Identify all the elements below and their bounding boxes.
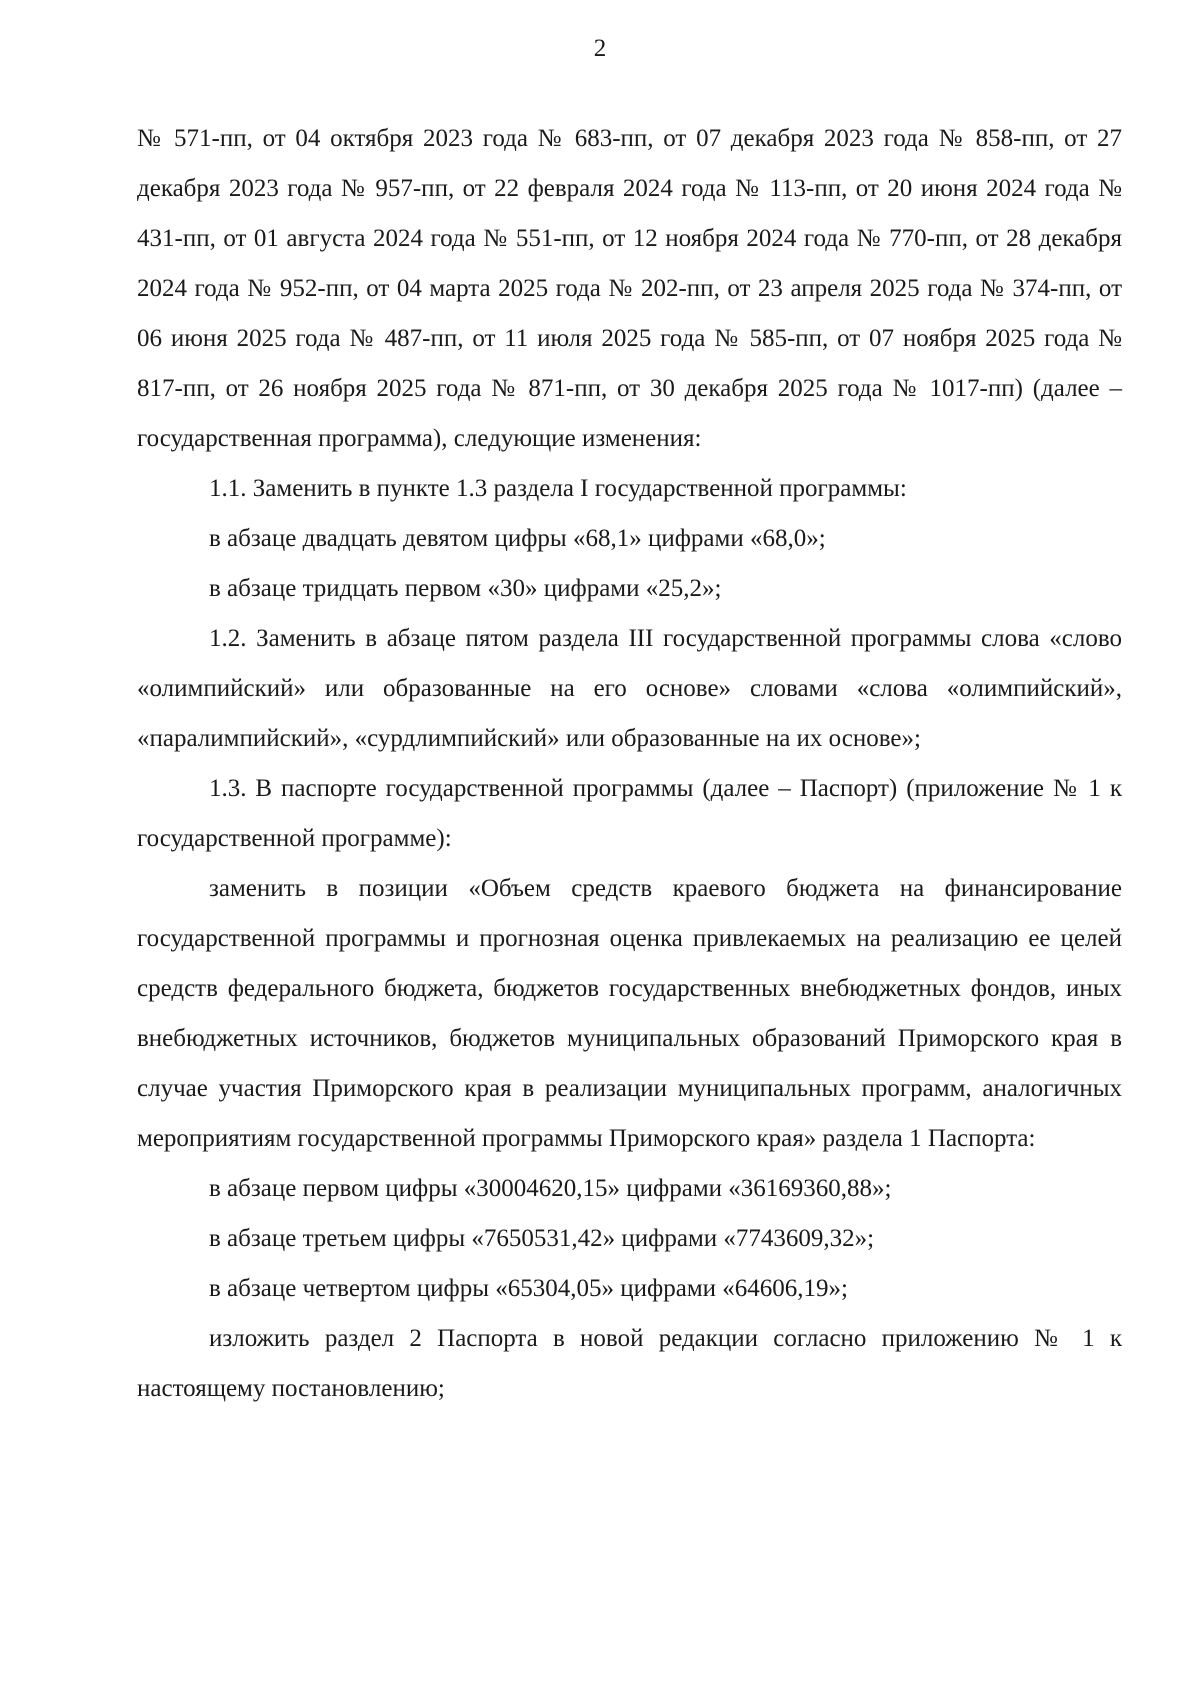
paragraph-continuation: № 571-пп, от 04 октября 2023 года № 683-пп, от 07 декабря 2023 года № 858-пп, от 27 декабря 2023 года № 957-пп, от 22 февраля 2024 года № 113-пп, от 20 июня 2024 года № 431-пп, от 01 августа 2024 года № 551-пп, от 12 ноября 2024 года № 770-пп, от 28 декабря 2024 года № 952-пп, от 04 марта 2025 года № 202-пп, от 23 апреля 2025 года № 374-пп, от 06 июня 2025 года № 487-пп, от 11 июля 2025 года № 585-пп, от 07 ноября 2025 года № 817-пп, от 26 ноября 2025 года № 871-пп, от 30 декабря 2025 года № 1017-пп) (далее – государственная программа), следующие изменения: — [137, 125, 1122, 452]
paragraph-item-1-1-b: в абзаце тридцать первом «30» цифрами «25,2»; — [209, 575, 722, 602]
paragraph-item-1-1-a: в абзаце двадцать девятом цифры «68,1» цифрами «68,0»; — [209, 525, 826, 552]
paragraph-item-1-3-b: в абзаце третьем цифры «7650531,42» цифрами «7743609,32»; — [209, 1225, 875, 1252]
paragraph-item-1-3-a: в абзаце первом цифры «30004620,15» цифрами «36169360,88»; — [209, 1175, 892, 1202]
paragraph-item-1-3: 1.3. В паспорте государственной программы (далее – Паспорт) (приложение № 1 к государственной программе): — [137, 775, 1122, 852]
paragraph-item-1-3-replace: заменить в позиции «Объем средств краевого бюджета на финансирование государственной программы и прогнозная оценка привлекаемых на реализацию ее целей средств федерального бюджета, бюджетов государственных внебюджетных фондов, иных внебюджетных источников, бюджетов муниципальных образований Приморского края в случае участия Приморского края в реализации муниципальных программ, аналогичных мероприятиям государственной программы Приморского края» раздела 1 Паспорта: — [137, 875, 1122, 1152]
page-number: 2 — [593, 35, 607, 62]
paragraph-item-1-1: 1.1. Заменить в пункте 1.3 раздела I государственной программы: — [209, 475, 907, 502]
paragraph-item-1-3-d: изложить раздел 2 Паспорта в новой редакции согласно приложению № 1 к настоящему постановлению; — [137, 1325, 1122, 1402]
document-body — [137, 114, 1122, 1414]
paragraph-item-1-2: 1.2. Заменить в абзаце пятом раздела III государственной программы слова «слово «олимпийский» или образованные на его основе» словами «слова «олимпийский», «паралимпийский», «сурдлимпийский» или образованные на их основе»; — [137, 625, 1122, 752]
paragraph-item-1-3-c: в абзаце четвертом цифры «65304,05» цифрами «64606,19»; — [209, 1275, 848, 1302]
